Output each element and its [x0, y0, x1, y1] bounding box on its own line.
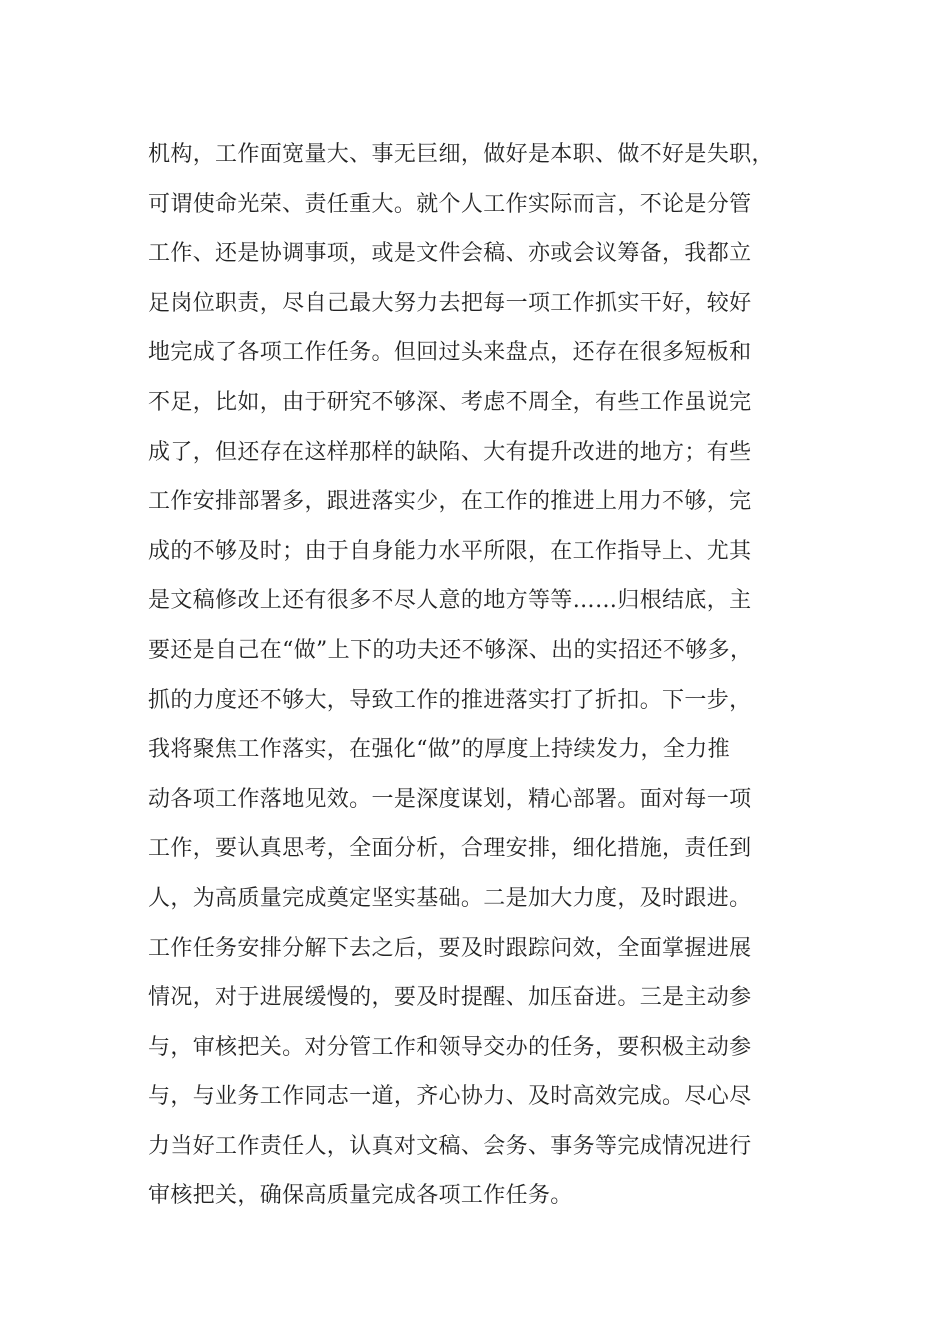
paragraph-line: 工作安排部署多，跟进落实少，在工作的推进上用力不够，完 — [148, 489, 752, 515]
paragraph-line: 工作任务安排分解下去之后，要及时跟踪问效，全面掌握进展 — [148, 935, 752, 961]
paragraph-line: 与，审核把关。对分管工作和领导交办的任务，要积极主动参 — [148, 1034, 752, 1060]
paragraph-line: 成的不够及时；由于自身能力水平所限，在工作指导上、尤其 — [148, 538, 752, 564]
paragraph-line: 地完成了各项工作任务。但回过头来盘点，还存在很多短板和 — [148, 340, 752, 366]
paragraph-line: 情况，对于进展缓慢的，要及时提醒、加压奋进。三是主动参 — [148, 985, 752, 1011]
paragraph-line: 要还是自己在“做”上下的功夫还不够深、出的实招还不够多， — [148, 637, 753, 663]
paragraph-line: 机构，工作面宽量大、事无巨细，做好是本职、做不好是失职， — [148, 142, 774, 167]
paragraph-line: 与，与业务工作同志一道，齐心协力、及时高效完成。尽心尽 — [148, 1084, 752, 1110]
paragraph-line: 人，为高质量完成奠定坚实基础。二是加大力度，及时跟进。 — [148, 885, 752, 911]
paragraph-line: 审核把关，确保高质量完成各项工作任务。 — [148, 1183, 573, 1209]
paragraph-line: 工作，要认真思考，全面分析，合理安排，细化措施，责任到 — [148, 836, 752, 862]
paragraph-line: 成了，但还存在这样那样的缺陷、大有提升改进的地方；有些 — [148, 439, 752, 465]
paragraph-line: 工作、还是协调事项，或是文件会稿、亦或会议筹备，我都立 — [148, 241, 752, 267]
paragraph-line: 抓的力度还不够大，导致工作的推进落实打了折扣。下一步， — [148, 687, 752, 713]
paragraph-line: 我将聚焦工作落实，在强化“做”的厚度上持续发力，全力推 — [148, 737, 730, 763]
paragraph-line: 是文稿修改上还有很多不尽人意的地方等等……归根结底，主 — [148, 588, 752, 614]
paragraph-line: 不足，比如，由于研究不够深、考虑不周全，有些工作虽说完 — [148, 389, 752, 415]
paragraph-line: 足岗位职责，尽自己最大努力去把每一项工作抓实干好，较好 — [148, 290, 752, 316]
paragraph-line: 动各项工作落地见效。一是深度谋划，精心部署。面对每一项 — [148, 786, 752, 812]
body-paragraph — [148, 130, 808, 1221]
paragraph-line: 可谓使命光荣、责任重大。就个人工作实际而言，不论是分管 — [148, 191, 752, 217]
paragraph-line: 力当好工作责任人，认真对文稿、会务、事务等完成情况进行 — [148, 1133, 752, 1159]
